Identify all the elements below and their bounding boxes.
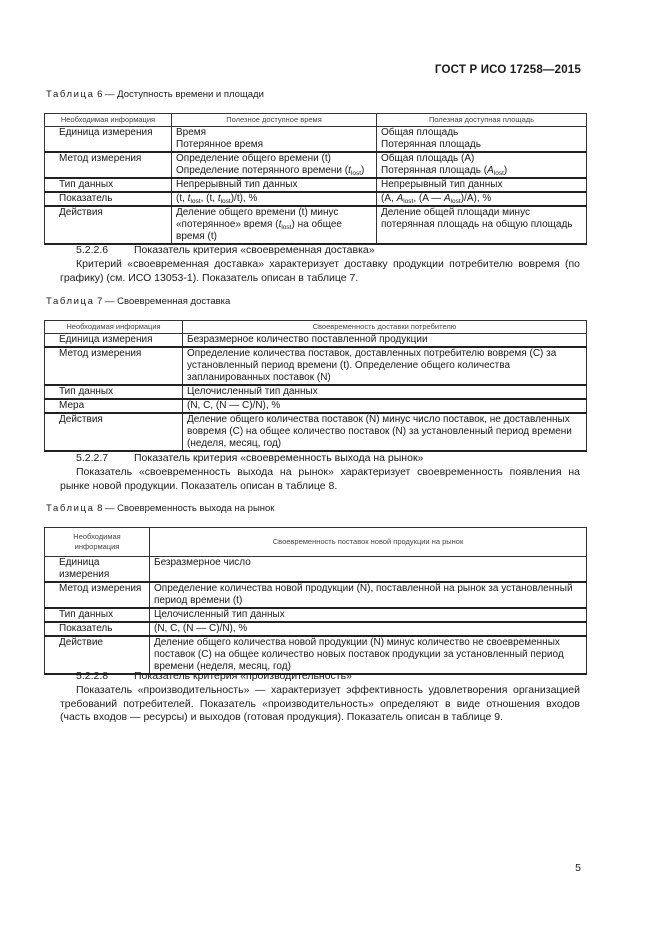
cell-line: Определение общего времени (t) <box>176 153 331 164</box>
table6-row-label: Единица измерения <box>45 127 172 153</box>
table7-row-label: Единица измерения <box>45 334 183 348</box>
paragraph-text: Показатель «своевременность выхода на рынок» характеризует своевременность появления на рынке новой продукции. Показатель описан в таблице 8. <box>60 466 580 492</box>
cell-line: Определение потерянного времени $(t_{lost})$ <box>176 165 365 177</box>
section-5228-heading <box>76 670 352 682</box>
table6-cell: (A, $A_{lost}$, (A — $A_{lost})/A$), % <box>377 192 587 206</box>
page-number: 5 <box>575 862 581 874</box>
cell-line: время (t) <box>176 231 217 242</box>
table6-cell: (t, $t_{lost}$, (t, $t_{lost})/t$), % <box>172 192 377 206</box>
paragraph-text: Показатель «производительность» — характеризует эффективность удовлетворения организацией требований потребителей. Показатель «производительность» определяют в виде отношения входов (часть входов — ресурсы) и выходов (готовая продукция). Показатель описан в таблице 9. <box>60 684 580 723</box>
table6-caption-prefix: Таблица <box>46 89 95 100</box>
table-row <box>45 334 587 348</box>
table8-cell: Целочисленный тип данных <box>150 608 587 622</box>
paragraph-text: Критерий «своевременная доставка» характеризует доставку продукции потребителю вовремя (по графику) (см. ИСО 13053-1). Показатель описан в таблице 7. <box>60 258 580 284</box>
table8-cell: (N, C, (N — C)/N), % <box>150 622 587 636</box>
table8-caption <box>46 503 274 514</box>
table7-cell: Определение количества поставок, доставленных потребителю вовремя (C) за установленный период времени (t). Определение общего количества запланированных поставок (N) <box>183 347 587 385</box>
table7-cell: (N, C, (N — C)/N), % <box>183 399 587 413</box>
table8-caption-prefix: Таблица <box>46 503 95 514</box>
table6-cell <box>377 206 587 244</box>
section-title: Показатель критерия «производительность» <box>134 670 352 682</box>
table7-row-label: Действия <box>45 413 183 451</box>
table-row <box>45 206 587 244</box>
table-row <box>45 413 587 451</box>
table6-header-row <box>45 114 587 127</box>
section-5226-text <box>60 258 580 285</box>
table6 <box>44 113 587 245</box>
cell-line: «потерянное» время $(t_{lost})$ на общее <box>176 219 342 231</box>
table7-caption-prefix: Таблица <box>46 296 95 307</box>
table6-caption-num: 6 <box>97 89 103 100</box>
section-5226-heading <box>76 244 375 256</box>
table6-row-label: Тип данных <box>45 178 172 192</box>
table6-cell <box>172 206 377 244</box>
table6-row-label: Показатель <box>45 192 172 206</box>
table6-header-info: Необходимая информация <box>45 114 172 127</box>
table7-cell: Деление общего количества поставок (N) минус число поставок, не доставленных вовремя (C) на общее количество поставок (N) за установленный период времени (неделя, месяц, год) <box>183 413 587 451</box>
table-row <box>45 608 587 622</box>
table-row <box>45 152 587 178</box>
table7-header-row <box>45 321 587 334</box>
table7-row-label: Тип данных <box>45 385 183 399</box>
table6-cell <box>377 152 587 178</box>
table7-cell: Целочисленный тип данных <box>183 385 587 399</box>
section-number: 5.2.2.7 <box>76 452 109 464</box>
table7-cell: Безразмерное количество поставленной продукции <box>183 334 587 348</box>
table7-row-label: Метод измерения <box>45 347 183 385</box>
table6-cell <box>172 152 377 178</box>
table7-header-value: Своевременность доставки потребителю <box>183 321 587 334</box>
table-row <box>45 385 587 399</box>
table8-row-label: Единица измерения <box>45 557 150 583</box>
table8-caption-num: 8 <box>97 503 103 514</box>
table7-row-label: Мера <box>45 399 183 413</box>
table6-row-label: Метод измерения <box>45 152 172 178</box>
section-5227-text <box>60 466 580 493</box>
section-number: 5.2.2.8 <box>76 670 109 682</box>
table6-row-label: Действия <box>45 206 172 244</box>
cell-line: Потерянное время <box>176 139 264 150</box>
table8-row-label: Тип данных <box>45 608 150 622</box>
table6-cell: Непрерывный тип данных <box>377 178 587 192</box>
table6-cell <box>377 127 587 153</box>
table-row <box>45 399 587 413</box>
table-row <box>45 192 587 206</box>
table6-cell: Непрерывный тип данных <box>172 178 377 192</box>
table8-cell: Безразмерное число <box>150 557 587 583</box>
table8-row-label: Метод измерения <box>45 582 150 608</box>
table8 <box>44 527 587 675</box>
table-row <box>45 347 587 385</box>
section-title: Показатель критерия «своевременность выхода на рынок» <box>134 452 424 464</box>
table8-header-value: Своевременность поставок новой продукции на рынок <box>150 528 587 557</box>
table8-header-row <box>45 528 587 557</box>
table8-cell: Определение количества новой продукции (N), поставленной на рынок за установленный период времени (t) <box>150 582 587 608</box>
table8-cell: Деление общего количества новой продукции (N) минус количество не своевременных поставок (C) на общее количество новых поставок продукции за установленный период времени (неделя, месяц, год) <box>150 636 587 674</box>
section-5228-text <box>60 684 580 725</box>
cell-line: потерянная площадь на общую площадь <box>381 219 573 230</box>
table8-caption-title: — Своевременность выхода на рынок <box>105 503 275 514</box>
cell-line: Потерянная площадь <box>381 139 481 150</box>
cell-line: Деление общей площади минус <box>381 207 530 218</box>
standard-designation: ГОСТ Р ИСО 17258—2015 <box>434 64 581 76</box>
table-row <box>45 127 587 153</box>
table8-row-label: Показатель <box>45 622 150 636</box>
table-row <box>45 622 587 636</box>
table6-header-area: Полезная доступная площадь <box>377 114 587 127</box>
table8-row-label: Действие <box>45 636 150 674</box>
table-row <box>45 582 587 608</box>
table-row <box>45 557 587 583</box>
section-title: Показатель критерия «своевременная доставка» <box>134 244 375 256</box>
table7-caption-title: — Своевременная доставка <box>105 296 231 307</box>
table7-caption <box>46 296 230 307</box>
cell-line: Общая площадь (A) <box>381 153 475 164</box>
section-number: 5.2.2.6 <box>76 244 109 256</box>
table6-header-time: Полезное доступное время <box>172 114 377 127</box>
table-row <box>45 178 587 192</box>
table8-header-info: Необходимая информация <box>45 528 150 557</box>
cell-line: Потерянная площадь $(A_{lost})$ <box>381 165 508 177</box>
section-5227-heading <box>76 452 423 464</box>
cell-line: Время <box>176 127 207 138</box>
table6-caption <box>46 89 264 100</box>
table7-caption-num: 7 <box>97 296 103 307</box>
cell-line: Деление общего времени (t) минус <box>176 207 339 218</box>
table7 <box>44 320 587 452</box>
table7-header-info: Необходимая информация <box>45 321 183 334</box>
table6-caption-title: — Доступность времени и площади <box>105 89 264 100</box>
table-row <box>45 636 587 674</box>
cell-line: Общая площадь <box>381 127 459 138</box>
table6-cell <box>172 127 377 153</box>
